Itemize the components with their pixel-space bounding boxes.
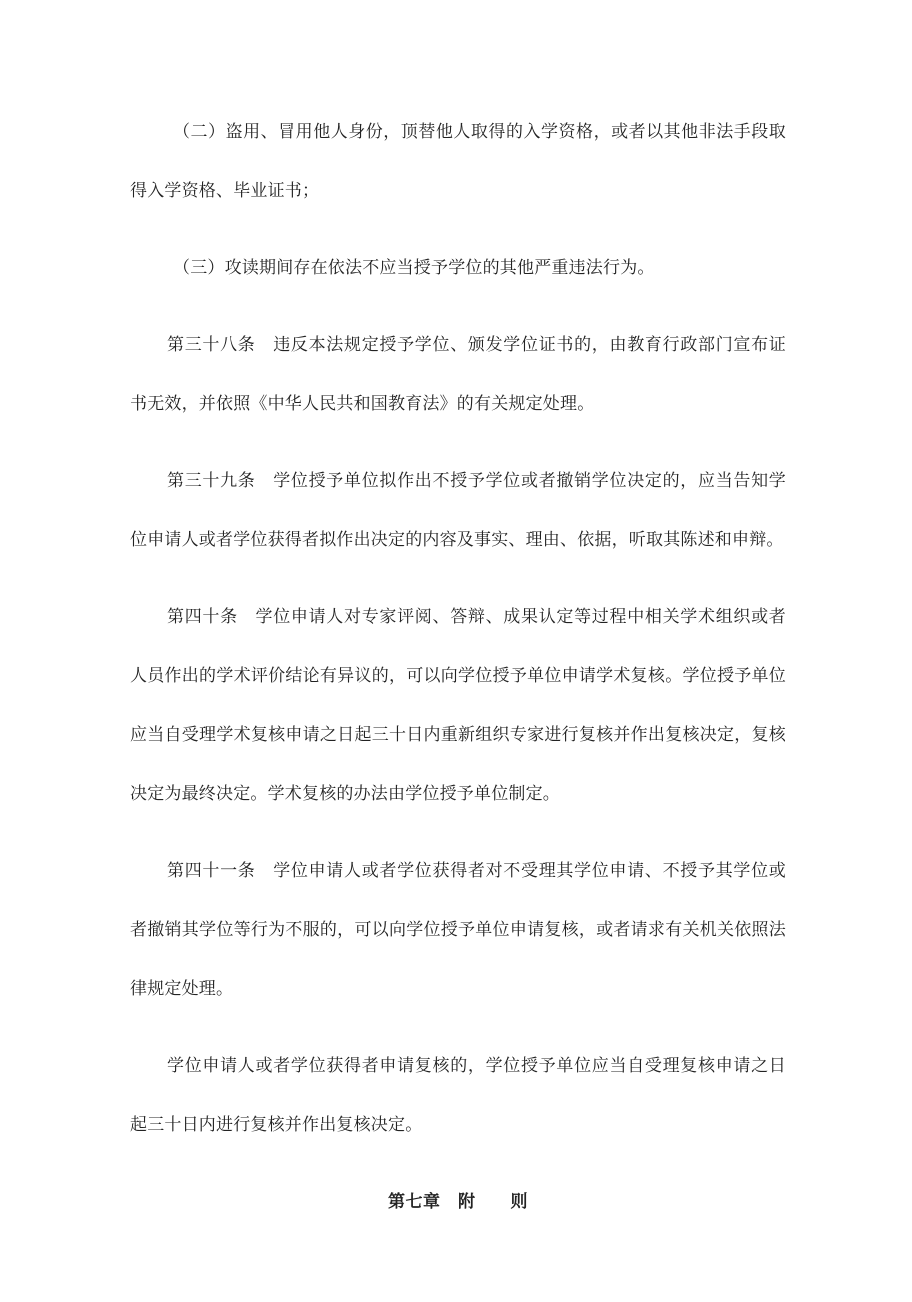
paragraph-item-three: （三）攻读期间存在依法不应当授予学位的其他严重违法行为。 <box>173 258 655 278</box>
article-39: 第三十九条 学位授予单位拟作出不授予学位或者撤销学位决定的，应当告知学位申请人或者学位获得者拟作出决定的内容及事实、理由、依据，听取其陈述和申辩。 <box>130 471 786 550</box>
article-41-paragraph-2: 学位申请人或者学位获得者申请复核的，学位授予单位应当自受理复核申请之日起三十日内进行复核并作出复核决定。 <box>130 1056 786 1135</box>
article-38: 第三十八条 违反本法规定授予学位、颁发学位证书的，由教育行政部门宣布证书无效，并依照《中华人民共和国教育法》的有关规定处理。 <box>130 335 786 414</box>
paragraph-item-two: （二）盗用、冒用他人身份，顶替他人取得的入学资格，或者以其他非法手段取得入学资格、毕业证书； <box>130 122 786 201</box>
chapter-heading: 第七章 附 则 <box>388 1192 528 1212</box>
article-40: 第四十条 学位申请人对专家评阅、答辩、成果认定等过程中相关学术组织或者人员作出的学术评价结论有异议的，可以向学位授予单位申请学术复核。学位授予单位应当自受理学术复核申请之日起三十日内重新组织专家进行复核并作出复核决定，复核决定为最终决定。学术复核的办法由学位授予单位制定。 <box>130 607 786 804</box>
article-41: 第四十一条 学位申请人或者学位获得者对不受理其学位申请、不授予其学位或者撤销其学位等行为不服的，可以向学位授予单位申请复核，或者请求有关机关依照法律规定处理。 <box>130 861 786 999</box>
document-body <box>130 103 786 1232</box>
